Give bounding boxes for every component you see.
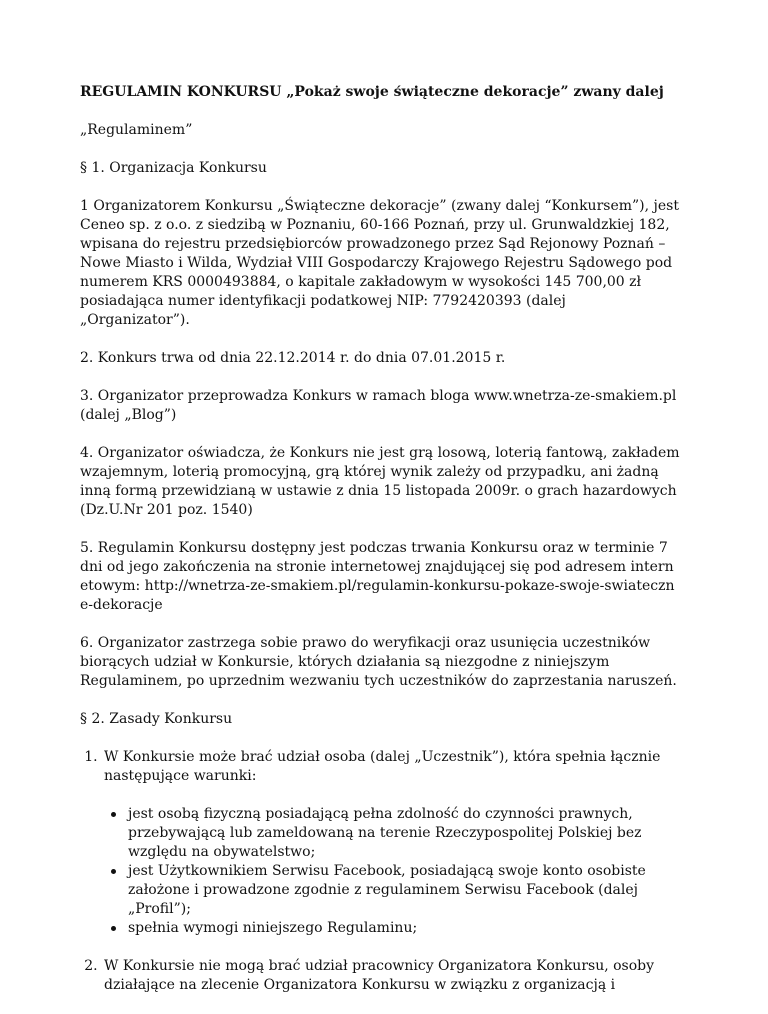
section-1-heading: § 1. Organizacja Konkursu: [80, 160, 267, 176]
document-title: REGULAMIN KONKURSU „Pokaż swoje świąteczne dekoracje” zwany dalej: [80, 84, 664, 100]
document-page: [80, 82, 680, 1014]
condition-item: [128, 862, 680, 919]
condition-text: spełnia wymogi niniejszego Regulaminu;: [128, 920, 418, 936]
condition-item: [128, 805, 680, 862]
section-1-paragraph-6: 6. Organizator zastrzega sobie prawo do weryfikacji oraz usunięcia uczestników biorących udział w Konkursie, których działania są niezgodne z niniejszym Regulaminem, po uprzednim wezwaniu tych uczestników do zaprzestania naruszeń.: [80, 635, 677, 689]
rule-item-text: W Konkursie może brać udział osoba (dalej „Uczestnik”), która spełnia łącznie następujące warunki:: [104, 749, 661, 784]
rule-item: [102, 748, 680, 938]
bullet-icon: [111, 869, 116, 874]
rule-item-text: W Konkursie nie mogą brać udział pracownicy Organizatora Konkursu, osoby działające na zlecenie Organizatora Konkursu w związku z organizacją i: [104, 958, 655, 993]
bullet-icon: [111, 926, 116, 931]
section-1-paragraph-3: 3. Organizator przeprowadza Konkurs w ramach bloga www.wnetrza-ze-smakiem.pl (dalej „Blog”): [80, 388, 677, 423]
condition-text: jest osobą fizyczną posiadającą pełna zdolność do czynności prawnych, przebywającą lub zameldowaną na terenie Rzeczypospolitej Polskiej bez względu na obywatelstwo;: [128, 806, 642, 860]
section-1-paragraph-2: 2. Konkurs trwa od dnia 22.12.2014 r. do dnia 07.01.2015 r.: [80, 350, 506, 366]
bullet-icon: [111, 812, 116, 817]
section-1-paragraph-5: 5. Regulamin Konkursu dostępny jest podczas trwania Konkursu oraz w terminie 7 dni od jego zakończenia na stronie internetowej znajdującej się pod adresem internetowym: http://wnetrza-ze-smakiem.pl/regulamin-konkursu-pokaze-swoje-swiateczne-dekoracje: [80, 540, 675, 613]
section-1-paragraph-1: 1 Organizatorem Konkursu „Świąteczne dekoracje” (zwany dalej “Konkursem”), jest Ceneo sp. z o.o. z siedzibą w Poznaniu, 60-166 Poznań, przy ul. Grunwaldzkiej 182, wpisana do rejestru przedsiębiorców prowadzonego przez Sąd Rejonowy Poznań – Nowe Miasto i Wilda, Wydział VIII Gospodarczy Krajowego Rejestru Sądowego pod numerem KRS 0000493884, o kapitale zakładowym w wysokości 145 700,00 zł posiadająca numer identyfikacji podatkowej NIP: 7792420393 (dalej „Organizator”).: [80, 198, 679, 328]
condition-item: [128, 919, 680, 938]
section-1-paragraph-4: 4. Organizator oświadcza, że Konkurs nie jest grą losową, loterią fantową, zakładem wzajemnym, loterią promocyjną, grą której wynik zależy od przypadku, ani żadną inną formą przewidzianą w ustawie z dnia 15 listopada 2009r. o grach hazardowych (Dz.U.Nr 201 poz. 1540): [80, 445, 680, 518]
regulamin-label: „Regulaminem”: [80, 122, 193, 138]
rule-item: [102, 957, 680, 995]
conditions-list: [104, 805, 680, 938]
condition-text: jest Użytkownikiem Serwisu Facebook, posiadającą swoje konto osobiste założone i prowadzone zgodnie z regulaminem Serwisu Facebook (dalej „Profil”);: [128, 863, 646, 917]
section-2-rules-list: [80, 748, 680, 995]
section-2-heading: § 2. Zasady Konkursu: [80, 711, 233, 727]
